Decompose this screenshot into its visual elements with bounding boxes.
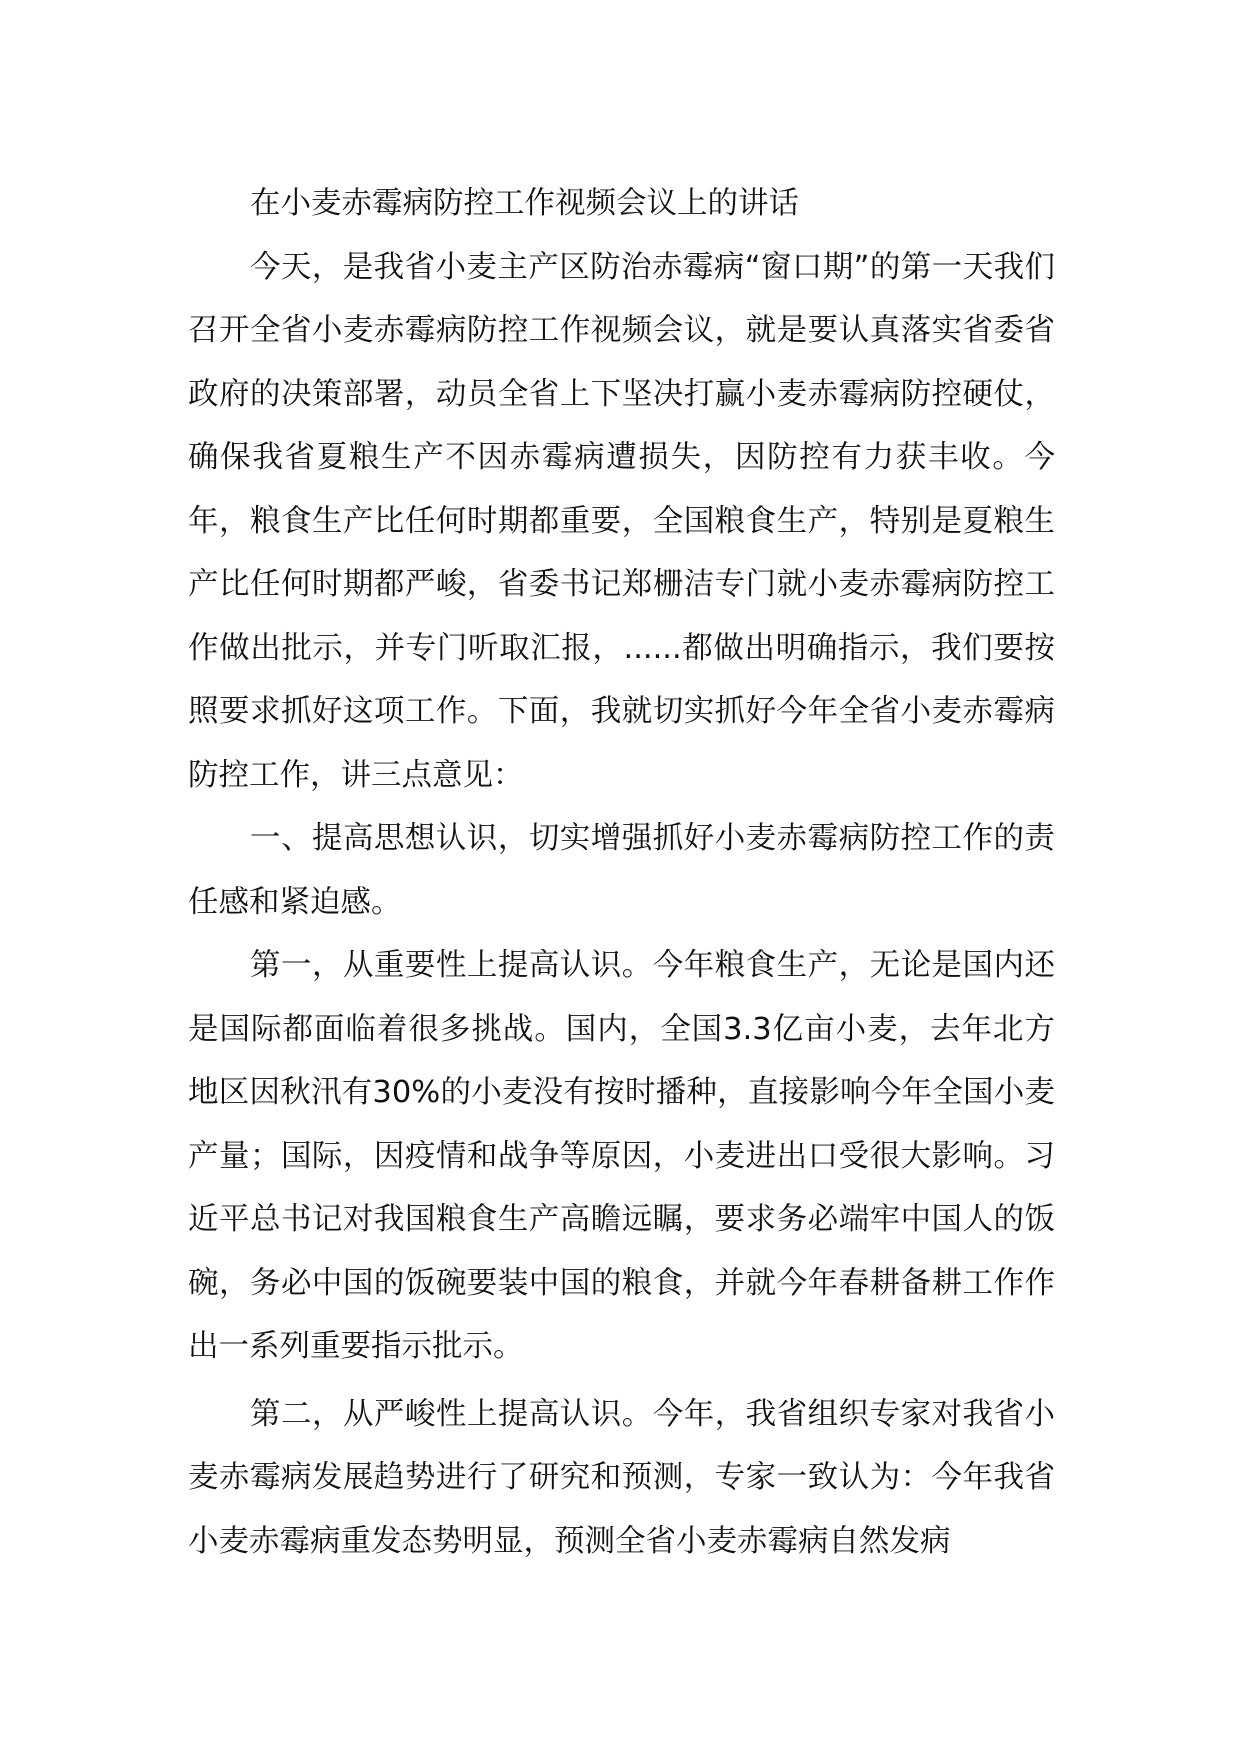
paragraph-severity: 第二，从严峻性上提高认识。今年，我省组织专家对我省小麦赤霉病发展趋势进行了研究和预测，专家一致认为：今年我省小麦赤霉病重发态势明显，预测全省小麦赤霉病自然发病 — [188, 1396, 1055, 1559]
paragraph-section-one-heading: 一、提高思想认识，切实增强抓好小麦赤霉病防控工作的责任感和紧迫感。 — [188, 821, 1055, 920]
paragraph-importance: 第一，从重要性上提高认识。今年粮食生产，无论是国内还是国际都面临着很多挑战。国内，全国3.3亿亩小麦，去年北方地区因秋汛有30%的小麦没有按时播种，直接影响今年全国小麦产量；国际，因疫情和战争等原因，小麦进出口受很大影响。习近平总书记对我国粮食生产高瞻远瞩，要求务必端牢中国人的饭碗，务必中国的饭碗要装中国的粮食，并就今年春耕备耕工作作出一系列重要指示批示。 — [188, 948, 1055, 1364]
document-title: 在小麦赤霉病防控工作视频会议上的讲话 — [250, 186, 799, 221]
document-body — [188, 172, 1055, 1573]
paragraph-opening: 今天，是我省小麦主产区防治赤霉病“窗口期”的第一天我们召开全省小麦赤霉病防控工作视频会议，就是要认真落实省委省政府的决策部署，动员全省上下坚决打赢小麦赤霉病防控硬仗，确保我省夏粮生产不因赤霉病遭损失，因防控有力获丰收。今年，粮食生产比任何时期都重要，全国粮食生产，特别是夏粮生产比任何时期都严峻，省委书记郑栅洁专门就小麦赤霉病防控工作做出批示，并专门听取汇报，......都做出明确指示，我们要按照要求抓好这项工作。下面，我就切实抓好今年全省小麦赤霉病防控工作，讲三点意见： — [188, 249, 1055, 793]
